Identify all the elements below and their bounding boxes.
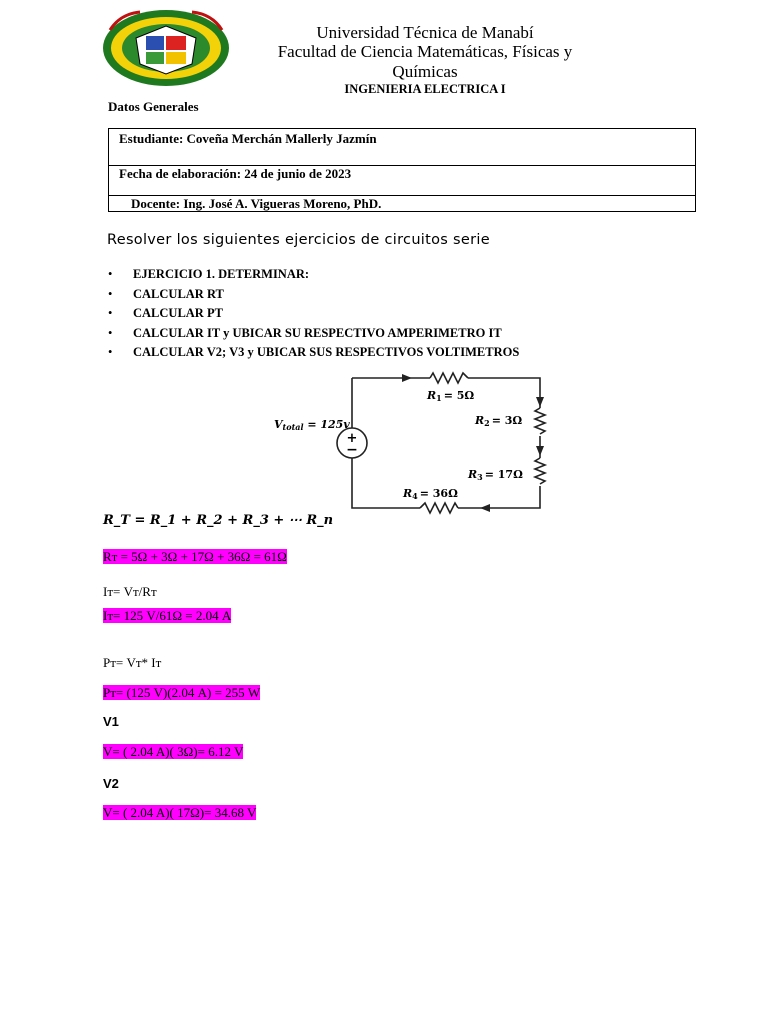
pt-formula: Pт= Vт* Iт [103,655,162,670]
svg-text:R2= 3Ω: R2 = 3Ω [475,414,523,428]
course-name: INGENIERIA ELECTRICA I [344,82,506,96]
v2-label: V2 [103,776,119,791]
vsource-value: = 125v [303,418,350,431]
general-data-table [108,128,696,212]
student-cell: Estudiante: Coveña Merchán Mallerly Jazmín [109,129,696,166]
current-arrow-right [536,397,544,407]
pt-value-line [103,684,260,701]
svg-text:R3= 17Ω: R3 = 17Ω [468,468,523,482]
university-name: Universidad Técnica de Manabí [316,23,534,42]
rt-value-highlight: Rт = 5Ω + 3Ω + 17Ω + 36Ω = 61Ω [103,549,287,564]
series-circuit-diagram [270,370,560,530]
current-arrow-right-lower [536,446,544,456]
rt-general-formula: R_T = R_1 + R_2 + R_3 + ⋯ R_n [103,513,334,528]
it-value-line [103,607,231,624]
svg-text:R4= 36Ω: R4 = 36Ω [403,487,458,501]
v2-value-line [103,804,256,821]
list-item: • EJERCICIO 1. DETERMINAR: [108,265,519,285]
svg-text:Vtotal = 125v [274,418,350,432]
teacher-cell: Docente: Ing. José A. Vigueras Moreno, PhD. [109,196,696,212]
exercise-title: Resolver los siguientes ejercicios de circuitos serie [107,232,490,248]
current-arrow-top [402,374,412,382]
r4-value: = 36Ω [419,487,458,500]
svg-text:+: + [346,431,358,446]
r3-value: = 17Ω [484,468,523,481]
list-item: • CALCULAR IT y UBICAR SU RESPECTIVO AMPERIMETRO IT [108,324,519,344]
v1-value-line [103,743,243,760]
pt-value-highlight: Pт= (125 V)(2.04 A) = 255 W [103,685,261,700]
it-formula: Iт= Vт/Rт [103,584,157,599]
r2-value: = 3Ω [491,414,523,427]
svg-text:R1= 5Ω: R1 = 5Ω [427,389,475,403]
current-arrow-bottom [480,504,490,512]
v1-label: V1 [103,714,119,729]
it-value-highlight: Iт= 125 V/61Ω = 2.04 A [103,608,232,623]
v2-value-highlight: V= ( 2.04 A)( 17Ω)= 34.68 V [103,805,257,820]
faculty-name-line1: Facultad de Ciencia Matemáticas, Físicas y [277,42,573,61]
rt-value-line [103,548,287,565]
list-item: • CALCULAR PT [108,304,519,324]
vsource-label: V [274,418,283,431]
exercise-list [108,265,519,363]
v1-value-highlight: V= ( 2.04 A)( 3Ω)= 6.12 V [103,744,244,759]
date-cell: Fecha de elaboración: 24 de junio de 2023 [109,166,696,196]
r1-value: = 5Ω [443,389,475,402]
list-item: • CALCULAR V2; V3 y UBICAR SUS RESPECTIVOS VOLTIMETROS [108,343,519,363]
svg-text:−: − [346,442,358,458]
vsource-sub: total [282,422,304,432]
faculty-name-line2: Químicas [392,62,458,81]
list-item: • CALCULAR RT [108,285,519,305]
general-data-heading: Datos Generales [108,99,199,114]
